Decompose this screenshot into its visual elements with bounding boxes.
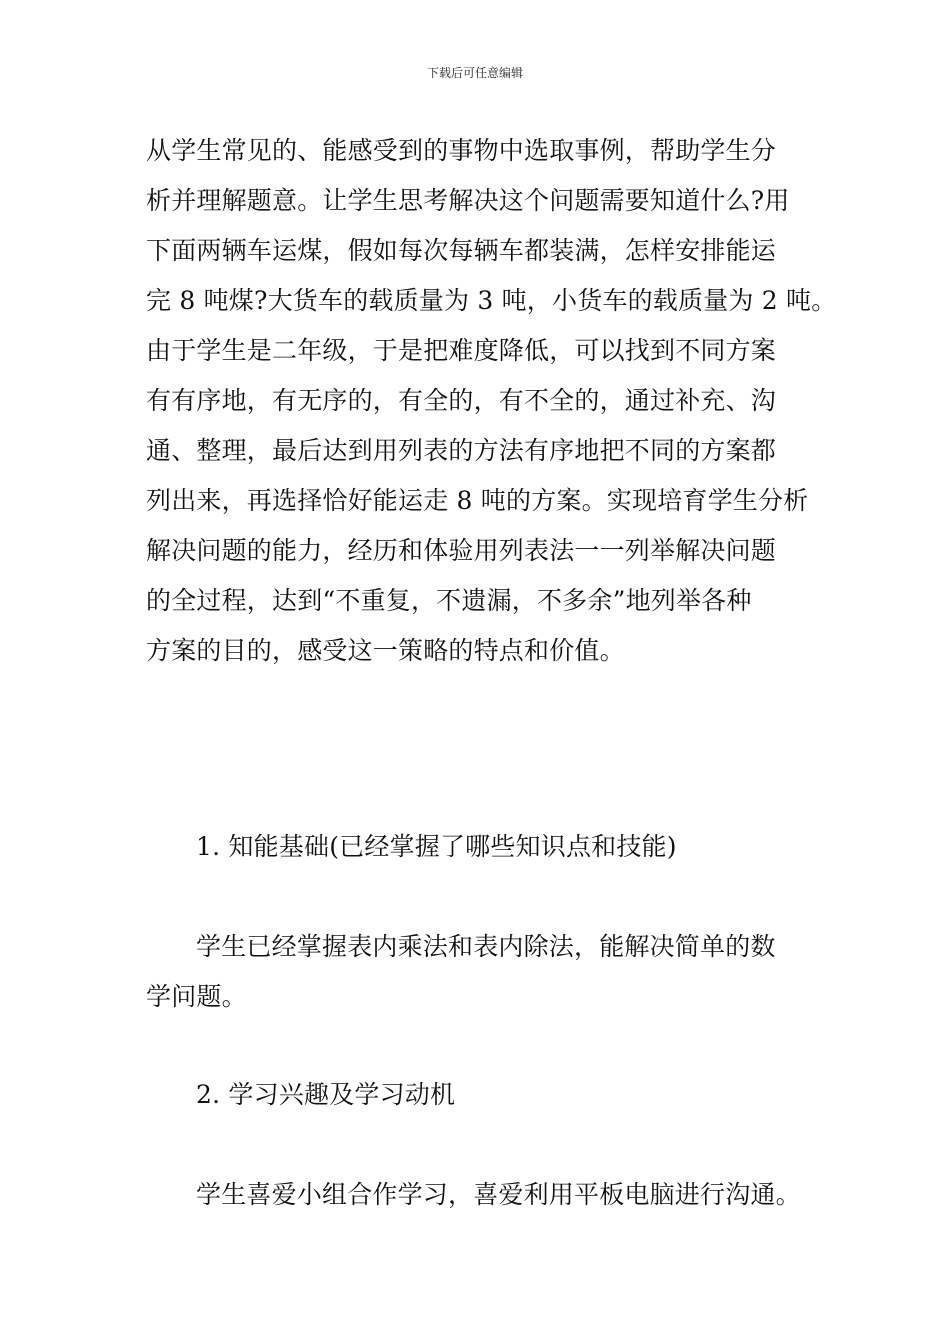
intro-line: 有有序地，有无序的，有全的，有不全的，通过补充、沟: [146, 386, 777, 415]
section-heading: 1. 知能基础(已经掌握了哪些知识点和技能): [196, 832, 677, 861]
section-body-line: 学问题。: [146, 982, 247, 1011]
intro-line: 方案的目的，感受这一策略的特点和价值。: [146, 636, 625, 665]
intro-line: 解决问题的能力，经历和体验用列表法一一列举解决问题: [146, 536, 777, 565]
page-header-note: 下载后可任意编辑: [426, 66, 523, 80]
intro-line: 下面两辆车运煤，假如每次每辆车都装满，怎样安排能运: [146, 236, 777, 265]
intro-line: 析并理解题意。让学生思考解决这个问题需要知道什么?用: [146, 186, 790, 215]
intro-line: 从学生常见的、能感受到的事物中选取事例，帮助学生分: [146, 136, 777, 165]
intro-line: 列出来，再选择恰好能运走 8 吨的方案。实现培育学生分析: [146, 486, 809, 515]
section-heading: 2. 学习兴趣及学习动机: [196, 1080, 456, 1109]
intro-line: 完 8 吨煤?大货车的载质量为 3 吨，小货车的载质量为 2 吨。: [146, 286, 837, 315]
intro-line: 的全过程，达到“不重复，不遗漏，不多余”地列举各种: [146, 586, 752, 615]
section-body-line: 学生喜爱小组合作学习，喜爱利用平板电脑进行沟通。: [196, 1180, 801, 1209]
section-body-line: 学生已经掌握表内乘法和表内除法，能解决简单的数: [196, 932, 776, 961]
intro-line: 由于学生是二年级，于是把难度降低，可以找到不同方案: [146, 336, 777, 365]
intro-line: 通、整理，最后达到用列表的方法有序地把不同的方案都: [146, 436, 777, 465]
